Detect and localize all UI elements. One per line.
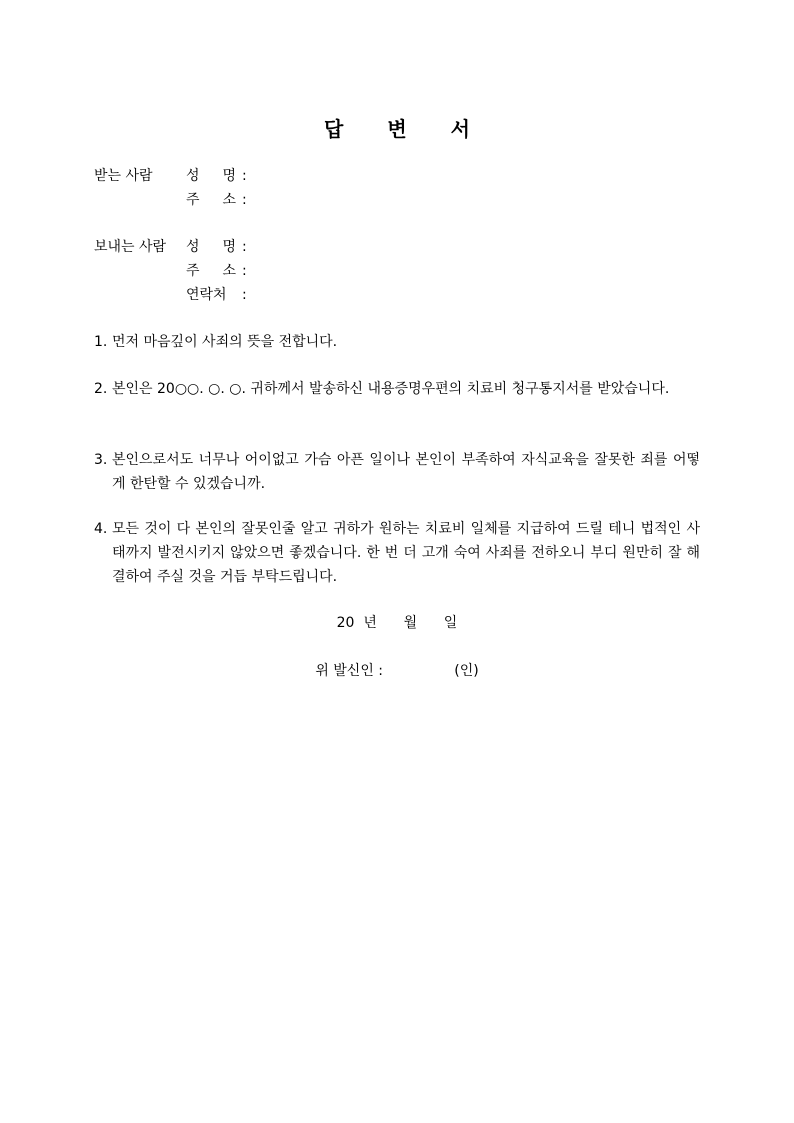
sender-name-row: [94, 237, 247, 257]
sender-contact-row: [94, 285, 247, 305]
paragraph-2: [94, 377, 700, 401]
paragraph-number: 2.: [94, 381, 108, 397]
colon: :: [242, 263, 247, 279]
colon: :: [242, 287, 247, 303]
paragraph-text: 먼저 마음깊이 사죄의 뜻을 전합니다.: [112, 334, 338, 350]
paragraph-text: 본인은 20○○. ○. ○. 귀하께서 발송하신 내용증명우편의 치료비 청구통지서를 받았습니다.: [112, 381, 670, 397]
recipient-name-label: 성 명: [186, 168, 236, 184]
paragraph-3: [94, 448, 700, 496]
sender-address-label: 주 소: [186, 263, 236, 279]
title-char: 변: [387, 117, 407, 141]
recipient-name-row: [94, 166, 247, 186]
paragraph-1: [94, 330, 700, 354]
sender-group-label: 보내는 사람: [94, 239, 167, 255]
date-line: 20 년 월 일: [336, 615, 458, 631]
paragraph-number: 3.: [94, 452, 108, 468]
recipient-address-row: [94, 190, 247, 210]
colon: :: [242, 192, 247, 208]
paragraph-number: 1.: [94, 334, 108, 350]
paragraph-4: [94, 517, 700, 589]
recipient-address-label: 주 소: [186, 192, 236, 208]
paragraph-text: 모든 것이 다 본인의 잘못인줄 알고 귀하가 원하는 치료비 일체를 지급하여 드릴 테니 법적인 사태까지 발전시키지 않았으면 좋겠습니다. 한 번 더 고개 숙여 사죄를 전하오니 부디 원만히 잘 해결하여 주실 것을 거듭 부탁드립니다.: [112, 521, 700, 585]
paragraph-text: 본인으로서도 너무나 어이없고 가슴 아픈 일이나 본인이 부족하여 자식교육을 잘못한 죄를 어떻게 한탄할 수 있겠습니까.: [112, 452, 700, 492]
colon: :: [242, 239, 247, 255]
document-title: [0, 113, 794, 142]
colon: :: [242, 168, 247, 184]
title-char: 답: [324, 117, 344, 141]
sender-name-label: 성 명: [186, 239, 236, 255]
sender-contact-label: 연락처: [186, 287, 227, 303]
signature-line: 위 발신인 : (인): [315, 663, 479, 679]
sender-address-row: [94, 261, 247, 281]
title-char: 서: [450, 117, 470, 141]
paragraph-number: 4.: [94, 521, 108, 537]
recipient-group-label: 받는 사람: [94, 168, 153, 184]
